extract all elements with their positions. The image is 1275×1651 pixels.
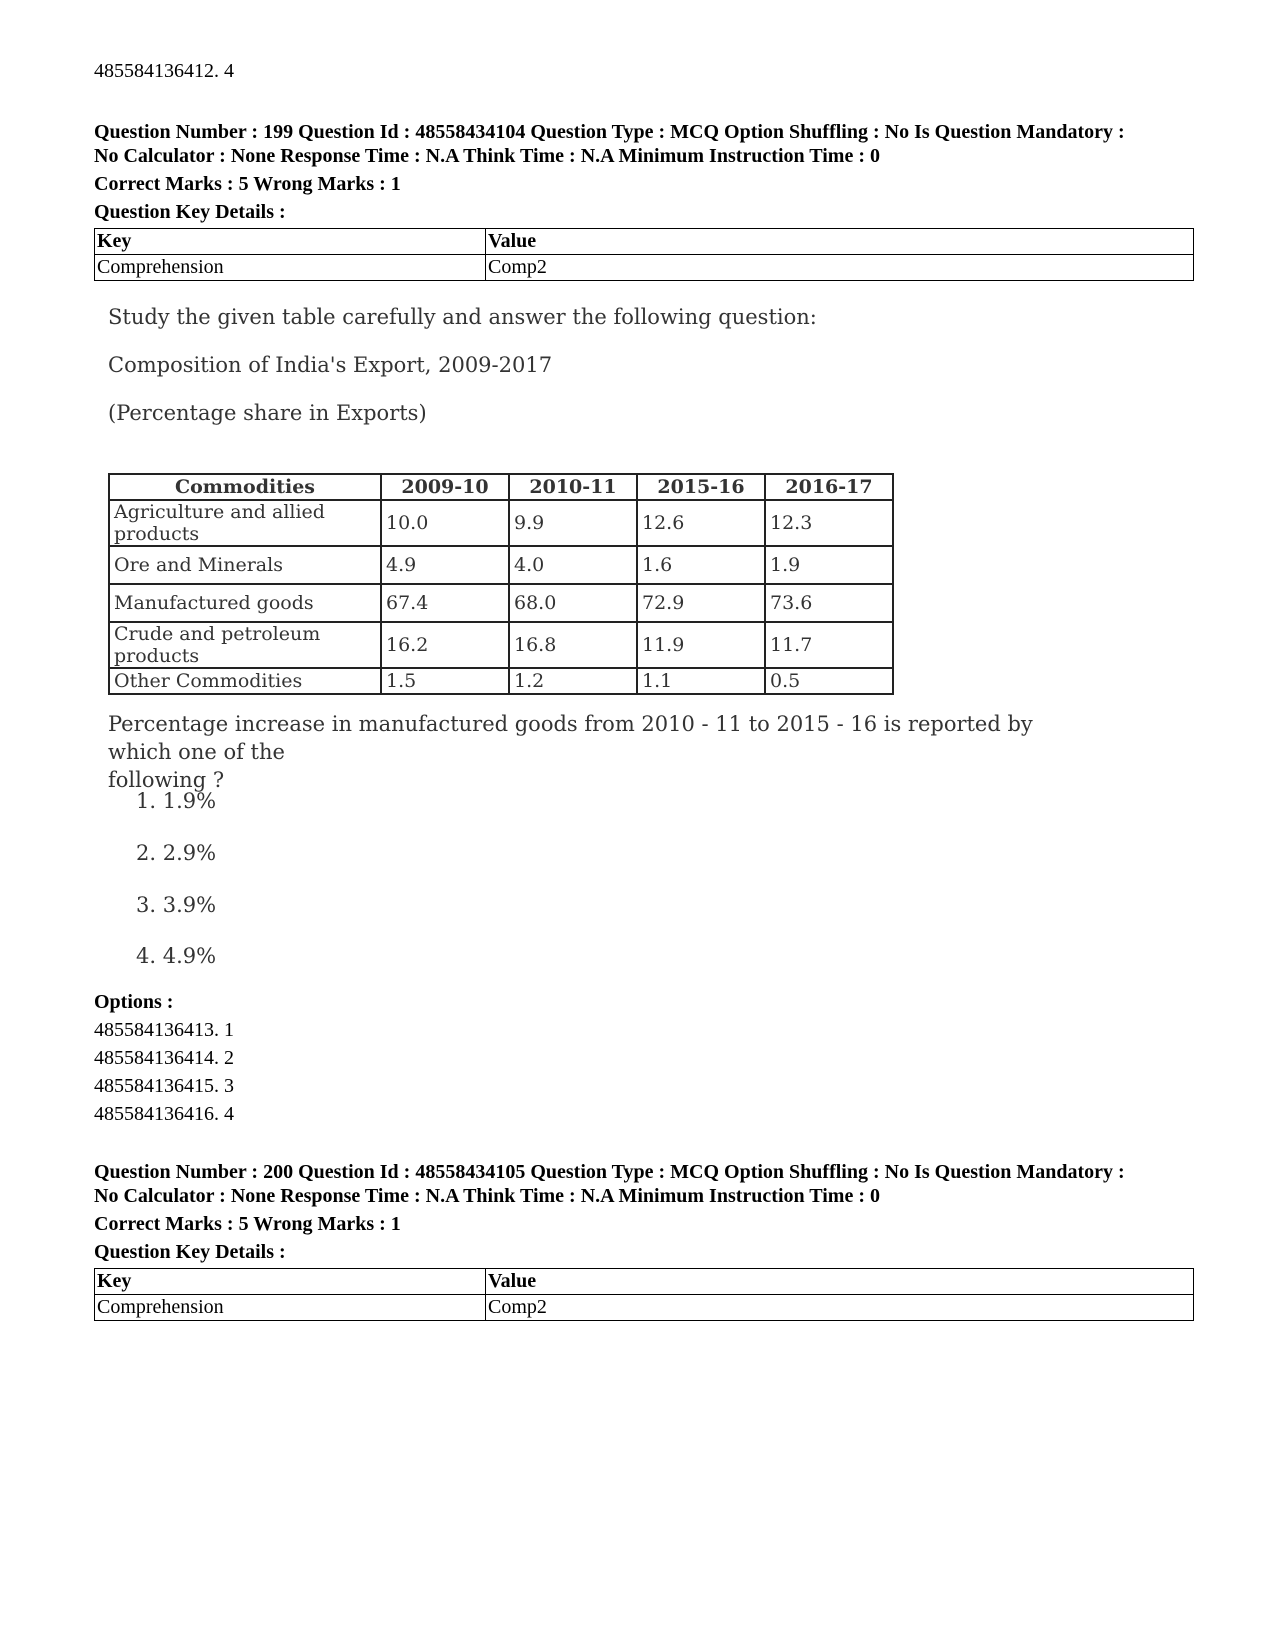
value-header-cell: Value — [486, 229, 1194, 255]
value-cell: 72.9 — [637, 584, 765, 622]
question-200-meta-line2: No Calculator : None Response Time : N.A Think Time : N.A Minimum Instruction Time : 0 — [94, 1185, 880, 1207]
value-cell: 9.9 — [509, 500, 637, 546]
exports-table — [108, 473, 894, 695]
header-2010-11: 2010-11 — [509, 474, 637, 500]
value-cell: 1.5 — [381, 668, 509, 694]
question-199-header — [94, 120, 1194, 281]
value-cell: 1.9 — [765, 546, 893, 584]
table-row — [109, 668, 893, 694]
choice-2: 2. 2.9% — [136, 841, 217, 865]
header-2015-16: 2015-16 — [637, 474, 765, 500]
value-cell: Comp2 — [486, 255, 1194, 281]
list-item: 485584136416. 4 — [94, 1103, 234, 1125]
value-cell: 11.9 — [637, 622, 765, 668]
question-text — [108, 710, 1068, 794]
value-cell: 4.0 — [509, 546, 637, 584]
header-commodities: Commodities — [109, 474, 381, 500]
header-2009-10: 2009-10 — [381, 474, 509, 500]
value-cell: 67.4 — [381, 584, 509, 622]
commodity-cell: Ore and Minerals — [109, 546, 381, 584]
passage-image — [108, 305, 1128, 1025]
value-cell: 68.0 — [509, 584, 637, 622]
header-2016-17: 2016-17 — [765, 474, 893, 500]
key-cell: Comprehension — [95, 1295, 486, 1321]
question-199-marks: Correct Marks : 5 Wrong Marks : 1 — [94, 173, 401, 195]
question-200-header — [94, 1160, 1194, 1321]
question-200-key-table — [94, 1268, 1194, 1321]
options-title: Options : — [94, 991, 174, 1013]
passage-instruction: Study the given table carefully and answer the following question: — [108, 305, 817, 329]
key-table-header-row — [95, 1269, 1194, 1295]
question-199-key-table — [94, 228, 1194, 281]
question-199-meta-line1: Question Number : 199 Question Id : 48558434104 Question Type : MCQ Option Shuffling : No Is Question Mandatory : — [94, 121, 1125, 143]
table-row — [109, 622, 893, 668]
key-table-row — [95, 1295, 1194, 1321]
table-row — [109, 500, 893, 546]
choice-3: 3. 3.9% — [136, 893, 217, 917]
question-text-line1: Percentage increase in manufactured goods from 2010 - 11 to 2015 - 16 is reported by which one of the — [108, 712, 1033, 764]
value-header-cell: Value — [486, 1269, 1194, 1295]
value-cell: 1.6 — [637, 546, 765, 584]
key-cell: Comprehension — [95, 255, 486, 281]
list-item: 485584136414. 2 — [94, 1047, 234, 1069]
value-cell: 12.6 — [637, 500, 765, 546]
value-cell: 4.9 — [381, 546, 509, 584]
value-cell: Comp2 — [486, 1295, 1194, 1321]
choice-1: 1. 1.9% — [136, 789, 217, 813]
commodity-cell: Manufactured goods — [109, 584, 381, 622]
list-item: 485584136415. 3 — [94, 1075, 234, 1097]
options-list — [94, 988, 234, 1128]
value-cell: 16.2 — [381, 622, 509, 668]
question-200-meta-line1: Question Number : 200 Question Id : 48558434105 Question Type : MCQ Option Shuffling : No Is Question Mandatory : — [94, 1161, 1125, 1183]
value-cell: 10.0 — [381, 500, 509, 546]
question-199-meta-line2: No Calculator : None Response Time : N.A Think Time : N.A Minimum Instruction Time : 0 — [94, 145, 880, 167]
value-cell: 16.8 — [509, 622, 637, 668]
key-table-row — [95, 255, 1194, 281]
value-cell: 1.2 — [509, 668, 637, 694]
exports-table-header-row — [109, 474, 893, 500]
question-200-marks: Correct Marks : 5 Wrong Marks : 1 — [94, 1213, 401, 1235]
key-header-cell: Key — [95, 1269, 486, 1295]
value-cell: 11.7 — [765, 622, 893, 668]
question-200-key-details-label: Question Key Details : — [94, 1241, 286, 1263]
commodity-cell: Crude and petroleum products — [109, 622, 381, 668]
key-header-cell: Key — [95, 229, 486, 255]
value-cell: 0.5 — [765, 668, 893, 694]
commodity-cell: Other Commodities — [109, 668, 381, 694]
value-cell: 73.6 — [765, 584, 893, 622]
table-row — [109, 584, 893, 622]
question-text-line2: following ? — [108, 768, 225, 792]
list-item: 485584136413. 1 — [94, 1019, 234, 1041]
previous-option-line: 485584136412. 4 — [94, 60, 234, 82]
table-row — [109, 546, 893, 584]
passage-table-subtitle: (Percentage share in Exports) — [108, 401, 427, 425]
commodity-cell: Agriculture and allied products — [109, 500, 381, 546]
choice-4: 4. 4.9% — [136, 944, 217, 968]
question-199-key-details-label: Question Key Details : — [94, 201, 286, 223]
value-cell: 12.3 — [765, 500, 893, 546]
passage-table-title: Composition of India's Export, 2009-2017 — [108, 353, 553, 377]
key-table-header-row — [95, 229, 1194, 255]
value-cell: 1.1 — [637, 668, 765, 694]
